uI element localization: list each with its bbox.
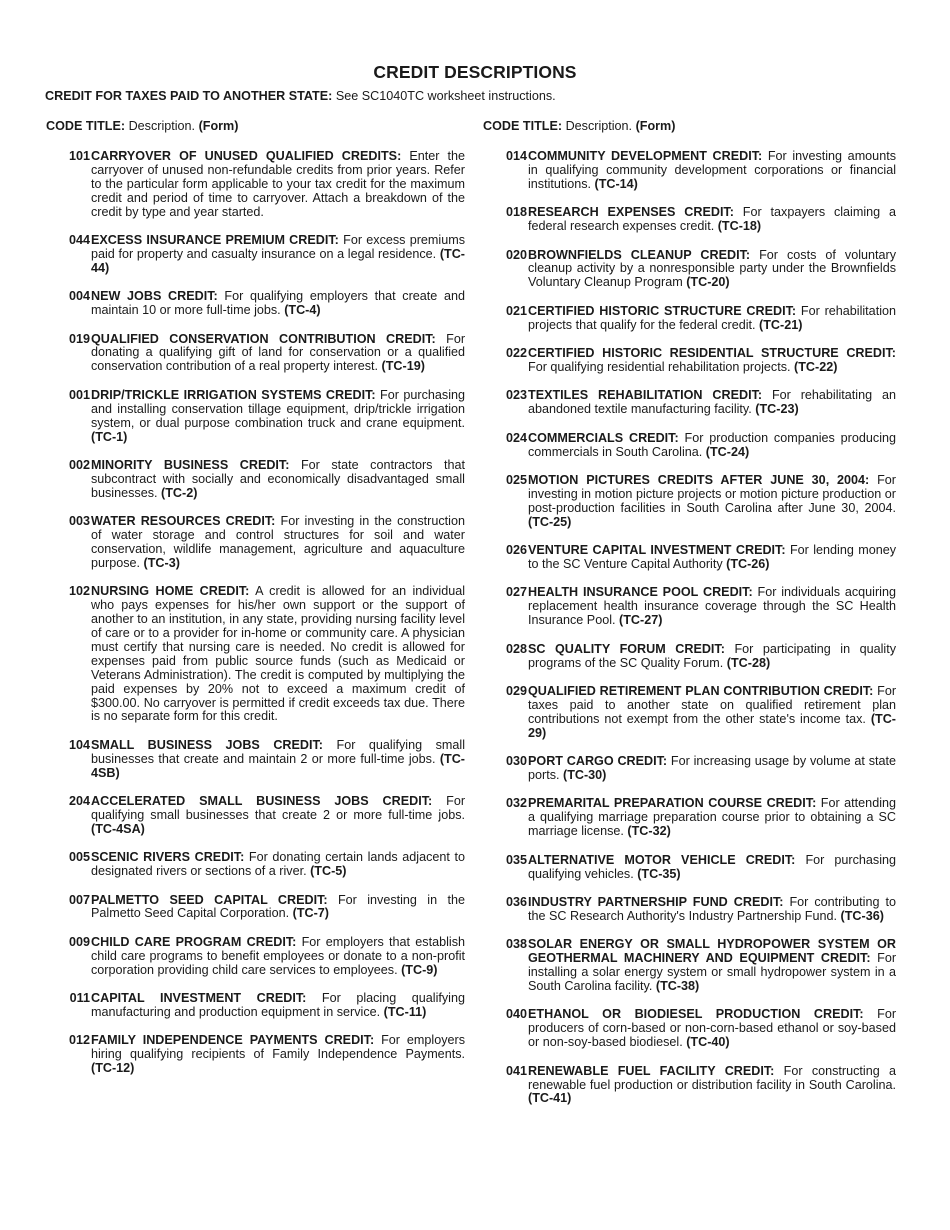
credit-title: CARRYOVER OF UNUSED QUALIFIED CREDITS: (91, 149, 402, 163)
credit-description (90, 992, 465, 1020)
credit-desc-text: For employers hiring qualifying recipients of Family Independence Payments. (91, 1033, 465, 1062)
credit-desc-text: For taxpayers claiming a federal research expenses credit. (528, 205, 896, 234)
credit-form: (TC-5) (310, 864, 347, 879)
credit-form: (TC-14) (594, 176, 638, 191)
credit-description (527, 249, 896, 291)
credit-desc-text: For lending money to the SC Venture Capital Authority (528, 543, 897, 572)
credit-desc-text: For rehabilitating an abandoned textile manufacturing facility. (528, 388, 896, 417)
credit-code: 032 (505, 796, 527, 811)
credit-title: MOTION PICTURES CREDITS AFTER JUNE 30, 2004: (528, 473, 870, 487)
credit-title: PREMARITAL PREPARATION COURSE CREDIT: (528, 796, 817, 811)
column-header-right (483, 119, 896, 134)
credit-description (527, 854, 896, 882)
credit-description (90, 234, 465, 276)
credit-desc-text: For excess premiums paid for property and casualty insurance on a legal residence. (91, 233, 466, 261)
credit-form: (TC-44) (91, 246, 465, 275)
credit-code: 014 (505, 149, 527, 163)
credit-title: QUALIFIED CONSERVATION CONTRIBUTION CREDIT: (91, 331, 436, 346)
credit-entry (46, 992, 465, 1020)
credit-entry (46, 515, 465, 571)
credit-form: (TC-4) (284, 303, 321, 318)
credit-description (527, 389, 896, 417)
subtitle-text: See SC1040TC worksheet instructions. (335, 89, 556, 103)
credit-title: SMALL BUSINESS JOBS CREDIT: (91, 737, 323, 752)
credit-code: 035 (505, 852, 527, 867)
credit-form: (TC-24) (705, 444, 750, 459)
credit-code: 022 (505, 346, 527, 361)
credit-form: (TC-1) (91, 429, 128, 444)
credit-title: CHILD CARE PROGRAM CREDIT: (91, 934, 297, 949)
credit-entry (46, 585, 465, 724)
credit-code: 009 (68, 934, 90, 949)
credit-title: HEALTH INSURANCE POOL CREDIT: (528, 585, 753, 600)
credit-form: (TC-19) (381, 359, 425, 374)
credit-code: 001 (68, 387, 90, 402)
credit-code: 021 (505, 303, 527, 318)
credit-desc-text: For installing a solar energy system or small hydropower system in a South Carolina facility. (528, 951, 897, 993)
right-entry-list (483, 150, 896, 1106)
credit-desc-text: For purchasing and installing conservation tillage equipment, drip/trickle irrigation system, or dual purpose combination truck and crane equipment. (91, 387, 465, 430)
credit-entry (483, 544, 896, 572)
credit-desc-text: For employers that establish child care programs to benefit employees or donate to a non-profit corporation providing child care services to employees. (91, 934, 465, 977)
credit-desc-text: Enter the carryover of unused non-refundable credits from prior years. Refer to the particular form applicable to your tax credit for the maximum credit and period of time to carryover. Attach a breakdown of the credit by type and year started. (91, 149, 466, 219)
credit-form: (TC-21) (759, 317, 803, 332)
credit-desc-text: For participating in quality programs of the SC Quality Forum. (528, 641, 896, 670)
credit-title: INDUSTRY PARTNERSHIP FUND CREDIT: (528, 894, 784, 909)
credit-code: 030 (505, 754, 527, 769)
credit-entry (483, 1065, 896, 1107)
credit-description (90, 515, 465, 571)
credit-desc-text: For taxes paid to another state on qualified retirement plan contributions not exempt from the other state's income tax. (528, 683, 897, 726)
credit-form: (TC-25) (528, 514, 572, 529)
credit-code: 004 (68, 289, 90, 304)
credit-title: VENTURE CAPITAL INVESTMENT CREDIT: (528, 543, 786, 558)
credit-entry (483, 206, 896, 234)
credit-description (90, 936, 465, 978)
credit-entry (483, 755, 896, 783)
credit-code: 007 (68, 892, 90, 907)
credit-title: ETHANOL OR BIODIESEL PRODUCTION CREDIT: (528, 1007, 864, 1022)
credit-description (527, 347, 896, 375)
credit-entry (483, 389, 896, 417)
credit-desc-text: For rehabilitation projects that qualify for the federal credit. (528, 303, 896, 332)
credit-code: 026 (505, 543, 527, 558)
credit-title: MINORITY BUSINESS CREDIT: (91, 457, 290, 472)
credit-description (90, 585, 465, 724)
credit-description (90, 739, 465, 781)
credit-form: (TC-40) (686, 1035, 730, 1050)
credit-description (527, 432, 896, 460)
credit-code: 025 (505, 473, 527, 487)
credit-form: (TC-26) (726, 557, 770, 572)
credit-description (90, 795, 465, 837)
credit-desc-text: For qualifying small businesses that create and maintain 2 or more full-time jobs. (91, 737, 465, 766)
credit-desc-text: For investing in the construction of water storage and control structures for soil and water conservation, wildlife management, agriculture and aquaculture purpose. (91, 514, 465, 570)
credit-desc-text: A credit is allowed for an individual who pays expenses for his/her own support or the support of another to an institution, in any state, providing nursing facility level of care or to a provider for in-home or community care. A physician must certify that nursing care is needed. No credit is allowed for expenses paid from public source funds (such as Medicaid or Veterans Administration). The credit is computed by multiplying the paid expenses by 20% not to exceed a maximum credit of $300.00. No carryover is permitted if credit exceeds tax due. There is no separate form for this credit. (91, 584, 465, 724)
credit-desc-text: For attending a qualifying marriage preparation course prior to obtaining a SC marriage license. (528, 796, 897, 839)
credit-description (90, 150, 465, 220)
credit-description (527, 1008, 896, 1050)
credit-title: RENEWABLE FUEL FACILITY CREDIT: (528, 1063, 775, 1078)
credit-form: (TC-27) (619, 613, 663, 628)
credit-entry (46, 851, 465, 879)
credit-desc-text: For individuals acquiring replacement health insurance coverage through the SC Health Insurance Pool. (528, 585, 896, 628)
credit-form: (TC-9) (401, 962, 438, 977)
credit-code: 036 (505, 894, 527, 909)
credit-title: DRIP/TRICKLE IRRIGATION SYSTEMS CREDIT: (91, 387, 376, 402)
credit-form: (TC-11) (383, 1005, 427, 1019)
credit-desc-text: For qualifying employers that create and maintain 10 or more full-time jobs. (91, 289, 465, 318)
credit-description (527, 1065, 896, 1107)
column-header-code-title: CODE TITLE: (483, 119, 563, 133)
credit-description (527, 206, 896, 234)
credit-form: (TC-28) (726, 655, 771, 670)
credit-entry (483, 150, 896, 192)
credit-desc-text: For donating a qualifying gift of land for conservation or a qualified conservation contribution of a real property interest. (91, 331, 466, 374)
credit-entry (46, 1034, 465, 1076)
credit-entry (483, 249, 896, 291)
credit-code: 002 (68, 457, 90, 472)
credit-entry (483, 1008, 896, 1050)
credit-form: (TC-36) (840, 908, 884, 923)
credit-code: 038 (505, 937, 527, 952)
credit-description (527, 643, 896, 671)
credit-desc-text: For qualifying residential rehabilitation projects. (528, 359, 791, 374)
credit-description (527, 150, 896, 192)
credit-code: 018 (505, 205, 527, 220)
left-column (46, 119, 465, 1091)
credit-desc-text: For investing in motion picture projects or motion picture production or post-production facilities in South Carolina after June 30, 2004. (528, 473, 896, 515)
credit-desc-text: For state contractors that subcontract with socially and economically disadvantaged small businesses. (91, 457, 465, 500)
credit-entry (483, 347, 896, 375)
credit-code: 020 (505, 247, 527, 262)
credit-description (90, 290, 465, 318)
credit-desc-text: For producers of corn-based or non-corn-based ethanol or soy-based or non-soy-based biodiesel. (528, 1007, 897, 1050)
credit-description (527, 586, 896, 628)
credit-entry (46, 150, 465, 220)
credit-description (90, 1034, 465, 1076)
credit-desc-text: For costs of voluntary cleanup activity by a nonresponsible party under the Brownfields Voluntary Cleanup Program (528, 247, 897, 290)
credit-form: (TC-4SB) (91, 751, 466, 780)
credit-entry (483, 685, 896, 741)
credit-code: 027 (505, 585, 527, 600)
credit-code: 003 (68, 514, 90, 529)
credit-entry (483, 896, 896, 924)
credit-desc-text: For donating certain lands adjacent to designated rivers or sections of a river. (91, 850, 465, 879)
credit-title: CERTIFIED HISTORIC RESIDENTIAL STRUCTURE CREDIT: (528, 346, 896, 361)
left-entry-list (46, 150, 465, 1076)
credit-desc-text: For investing in the Palmetto Seed Capital Corporation. (91, 892, 465, 921)
credit-entry (483, 432, 896, 460)
credit-entry (46, 389, 465, 445)
credit-title: ALTERNATIVE MOTOR VEHICLE CREDIT: (528, 852, 796, 867)
credit-form: (TC-38) (655, 978, 700, 993)
credit-description (90, 389, 465, 445)
credit-entry (483, 305, 896, 333)
credit-title: CAPITAL INVESTMENT CREDIT: (91, 991, 307, 1006)
credit-desc-text: For increasing usage by volume at state ports. (528, 754, 896, 782)
credit-description (90, 851, 465, 879)
credit-code: 102 (68, 584, 90, 599)
credit-entry (46, 459, 465, 501)
credit-description (527, 685, 896, 741)
credit-title: RESEARCH EXPENSES CREDIT: (528, 205, 734, 220)
credit-form: (TC-18) (717, 219, 762, 234)
credit-desc-text: For purchasing qualifying vehicles. (528, 852, 896, 881)
credit-description (527, 544, 896, 572)
credit-title: SOLAR ENERGY OR SMALL HYDROPOWER SYSTEM OR GEOTHERMAL MACHINERY AND EQUIPMENT CREDIT: (528, 937, 896, 966)
column-header-form: (Form) (635, 119, 676, 133)
credit-code: 040 (505, 1007, 527, 1022)
credit-desc-text: For production companies producing commercials in South Carolina. (528, 430, 896, 459)
credit-description (527, 305, 896, 333)
credit-code: 005 (68, 850, 90, 865)
credit-code: 041 (505, 1063, 527, 1078)
credit-code: 019 (68, 331, 90, 346)
credit-title: PORT CARGO CREDIT: (528, 754, 668, 769)
credit-desc-text: For constructing a renewable fuel production or distribution facility in South Carolina. (528, 1063, 897, 1092)
credit-desc-text: For investing amounts in qualifying community development corporations or financial institutions. (528, 149, 896, 191)
credit-title: QUALIFIED RETIREMENT PLAN CONTRIBUTION CREDIT: (528, 683, 874, 698)
credit-form: (TC-30) (563, 768, 607, 782)
credit-form: (TC-22) (794, 359, 838, 374)
column-header-desc: Description. (128, 119, 196, 133)
credit-title: PALMETTO SEED CAPITAL CREDIT: (91, 892, 328, 907)
credit-description (527, 474, 896, 530)
column-header-left (46, 119, 465, 134)
column-header-form: (Form) (198, 119, 239, 133)
credit-description (527, 755, 896, 783)
credit-title: BROWNFIELDS CLEANUP CREDIT: (528, 247, 751, 262)
credit-code: 024 (505, 430, 527, 445)
credit-entry (46, 894, 465, 922)
credit-title: EXCESS INSURANCE PREMIUM CREDIT: (91, 233, 339, 248)
credit-description (527, 797, 896, 839)
credit-code: 023 (505, 388, 527, 403)
credit-desc-text: For contributing to the SC Research Authority's Industry Partnership Fund. (528, 894, 896, 923)
subtitle-label: CREDIT FOR TAXES PAID TO ANOTHER STATE: (45, 89, 333, 103)
credit-code: 012 (68, 1033, 90, 1048)
credit-form: (TC-32) (627, 824, 671, 839)
credit-code: 011 (69, 991, 90, 1006)
credit-code: 101 (68, 149, 90, 163)
page-title: CREDIT DESCRIPTIONS (373, 62, 577, 82)
credit-form: (TC-35) (637, 866, 681, 881)
right-column (483, 119, 896, 1121)
credit-entry (483, 938, 896, 994)
column-header-code-title: CODE TITLE: (46, 119, 126, 133)
credit-form: (TC-29) (528, 711, 896, 740)
credit-entry (46, 290, 465, 318)
credit-description (90, 459, 465, 501)
credit-desc-text: For qualifying small businesses that create 2 or more full-time jobs. (91, 794, 466, 822)
credit-form: (TC-12) (91, 1061, 135, 1076)
credit-entry (46, 739, 465, 781)
credit-entry (46, 795, 465, 837)
credit-title: CERTIFIED HISTORIC STRUCTURE CREDIT: (528, 303, 797, 318)
credit-title: COMMERCIALS CREDIT: (528, 430, 679, 445)
credit-description (90, 333, 465, 375)
credit-entry (483, 854, 896, 882)
credit-title: NEW JOBS CREDIT: (91, 289, 218, 304)
credit-title: SC QUALITY FORUM CREDIT: (528, 641, 725, 656)
credit-entry (483, 586, 896, 628)
credit-entry (483, 474, 896, 530)
credit-code: 044 (68, 233, 90, 248)
subtitle (45, 89, 556, 103)
credit-form: (TC-23) (755, 402, 799, 417)
credit-title: WATER RESOURCES CREDIT: (91, 514, 276, 529)
credit-form: (TC-41) (528, 1091, 572, 1106)
credit-entry (46, 333, 465, 375)
credit-code: 029 (505, 683, 527, 698)
credit-form: (TC-3) (143, 555, 180, 570)
credit-title: COMMUNITY DEVELOPMENT CREDIT: (528, 149, 763, 163)
credit-code: 104 (68, 737, 90, 752)
credit-desc-text: For placing qualifying manufacturing and production equipment in service. (91, 991, 465, 1019)
credit-code: 204 (68, 794, 90, 809)
column-header-desc: Description. (565, 119, 633, 133)
credit-title: TEXTILES REHABILITATION CREDIT: (528, 388, 763, 403)
credit-form: (TC-7) (292, 906, 329, 921)
credit-entry (46, 936, 465, 978)
credit-title: FAMILY INDEPENDENCE PAYMENTS CREDIT: (91, 1033, 375, 1048)
credit-title: ACCELERATED SMALL BUSINESS JOBS CREDIT: (91, 794, 433, 809)
credit-title: SCENIC RIVERS CREDIT: (91, 850, 245, 865)
credit-description (527, 938, 896, 994)
credit-form: (TC-2) (161, 485, 198, 500)
credit-form: (TC-20) (686, 275, 730, 290)
credit-entry (483, 797, 896, 839)
credit-description (527, 896, 896, 924)
credit-entry (483, 643, 896, 671)
credit-description (90, 894, 465, 922)
credit-code: 028 (505, 641, 527, 656)
credit-title: NURSING HOME CREDIT: (91, 584, 250, 599)
credit-entry (46, 234, 465, 276)
credit-form: (TC-4SA) (91, 821, 145, 836)
